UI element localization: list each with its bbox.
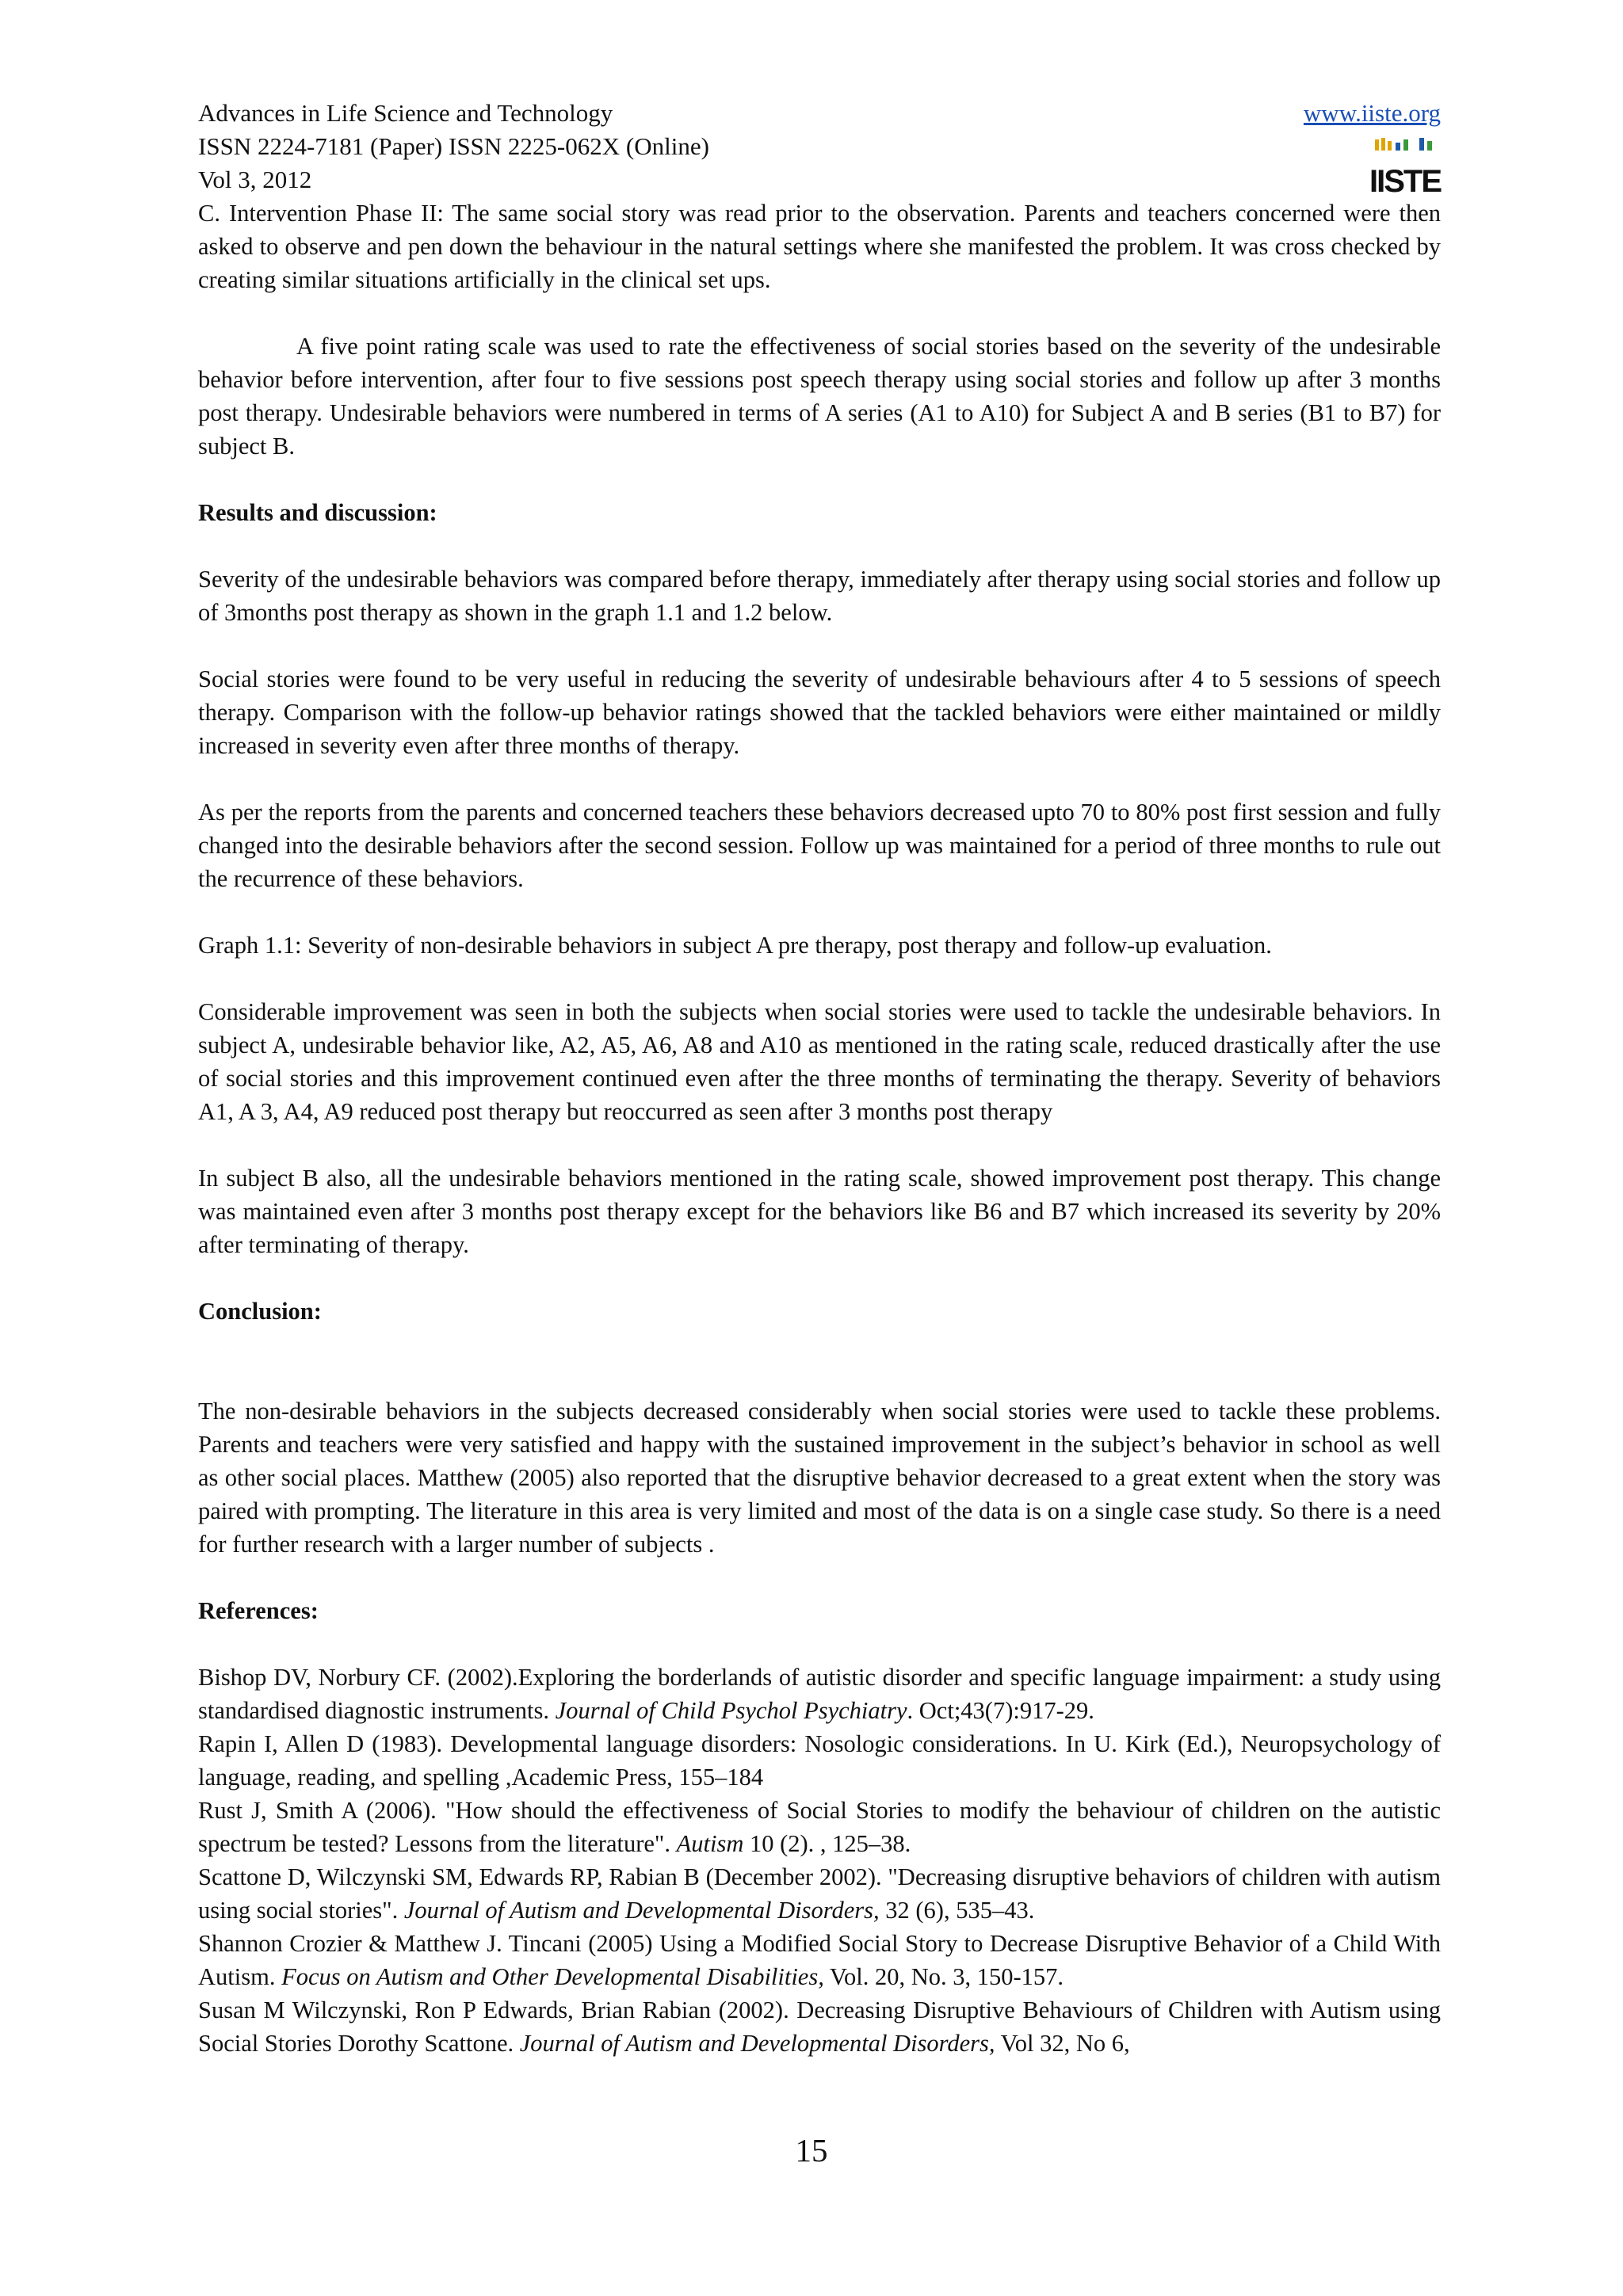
reference-item: Susan M Wilczynski, Ron P Edwards, Brian Rabian (2002). Decreasing Disruptive Behaviours of Children with Autism using Social Stories Dorothy Scattone. Journal of Autism and Developmental Disorders, Vol 32, No 6,: [198, 1997, 1441, 2057]
journal-url-link[interactable]: www.iiste.org: [1303, 99, 1441, 127]
volume-line: Vol 3, 2012: [198, 166, 312, 193]
journal-title: Advances in Life Science and Technology: [198, 99, 613, 127]
reference-item: Rapin I, Allen D (1983). Developmental language disorders: Nosologic considerations. In U. Kirk (Ed.), Neuropsychology of language, reading, and spelling ,Academic Press, 155–184: [198, 1730, 1441, 1791]
references-heading: References:: [198, 1597, 319, 1624]
references-list: [198, 1661, 1441, 2060]
spacer: [198, 1361, 1441, 1394]
graph-caption: Graph 1.1: Severity of non-desirable behaviors in subject A pre therapy, post therapy and follow-up evaluation.: [198, 932, 1272, 959]
reference-item: Shannon Crozier & Matthew J. Tincani (2005) Using a Modified Social Story to Decrease Disruptive Behavior of a Child With Autism. Focus on Autism and Other Developmental Disabilities, Vol. 20, No. 3, 150-157.: [198, 1930, 1441, 1990]
reference-item: Scattone D, Wilczynski SM, Edwards RP, Rabian B (December 2002). "Decreasing disruptive behaviors of children with autism using social stories". Journal of Autism and Developmental Disorders, 32 (6), 535–43.: [198, 1863, 1441, 1924]
issn-line: ISSN 2224-7181 (Paper) ISSN 2225-062X (Online): [198, 132, 709, 160]
paragraph-social-stories-useful: Social stories were found to be very useful in reducing the severity of undesirable behaviours after 4 to 5 sessions of speech therapy. Comparison with the follow-up behavior ratings showed that the tackled behaviors were either maintained or mildly increased in severity even after three months of therapy.: [198, 666, 1441, 759]
paragraph-conclusion: The non-desirable behaviors in the subjects decreased considerably when social stories were used to tackle these problems. Parents and teachers were very satisfied and happy with the sustained improvement in the subject’s behavior in school as well as other social places. Matthew (2005) also reported that the disruptive behavior decreased to a great extent when the story was paired with prompting. The literature in this area is very limited and most of the data is on a single case study. So there is a need for further research with a larger number of subjects .: [198, 1398, 1441, 1558]
reference-item: Bishop DV, Norbury CF. (2002).Exploring the borderlands of autistic disorder and specific language impairment: a study using standardised diagnostic instruments. Journal of Child Psychol Psychiatry. Oct;43(7):917-29.: [198, 1664, 1441, 1724]
article-body: [198, 196, 1441, 2060]
page-number: 15: [795, 2132, 828, 2168]
iiste-logo-icon: [1369, 136, 1442, 199]
results-heading: Results and discussion:: [198, 499, 437, 526]
page: [198, 97, 1441, 2060]
paragraph-intervention-phase-2: C. Intervention Phase II: The same social story was read prior to the observation. Parents and teachers concerned were then asked to observe and pen down the behaviour in the natural settings where she manifested the problem. It was cross checked by creating similar situations artificially in the clinical set ups.: [198, 200, 1441, 293]
paragraph-subject-b: In subject B also, all the undesirable behaviors mentioned in the rating scale, showed improvement post therapy. This change was maintained even after 3 months post therapy except for the behaviors like B6 and B7 which increased its severity by 20% after terminating of therapy.: [198, 1165, 1441, 1258]
page-header: [198, 97, 1442, 199]
reference-item: Rust J, Smith A (2006). "How should the effectiveness of Social Stories to modify the behaviour of children on the autistic spectrum be tested? Lessons from the literature". Autism 10 (2). , 125–38.: [198, 1797, 1441, 1857]
svg-text:IISTE: IISTE: [1369, 164, 1442, 199]
paragraph-subject-a: Considerable improvement was seen in both the subjects when social stories were used to tackle the undesirable behaviors. In subject A, undesirable behavior like, A2, A5, A6, A8 and A10 as mentioned in the rating scale, reduced drastically after the use of social stories and this improvement continued even after the three months of terminating the therapy. Severity of behaviors A1, A 3, A4, A9 reduced post therapy but reoccurred as seen after 3 months post therapy: [198, 998, 1441, 1125]
paragraph-parent-reports: As per the reports from the parents and concerned teachers these behaviors decreased upto 70 to 80% post first session and fully changed into the desirable behaviors after the second session. Follow up was maintained for a period of three months to rule out the recurrence of these behaviors.: [198, 799, 1441, 892]
paragraph-severity-comparison: Severity of the undesirable behaviors was compared before therapy, immediately after therapy using social stories and follow up of 3months post therapy as shown in the graph 1.1 and 1.2 below.: [198, 566, 1441, 626]
conclusion-heading: Conclusion:: [198, 1298, 322, 1325]
paragraph-rating-scale: A five point rating scale was used to rate the effectiveness of social stories based on the severity of the undesirable behavior before intervention, after four to five sessions post speech therapy using social stories and follow up after 3 months post therapy. Undesirable behaviors were numbered in terms of A series (A1 to A10) for Subject A and B series (B1 to B7) for subject B.: [198, 333, 1441, 460]
